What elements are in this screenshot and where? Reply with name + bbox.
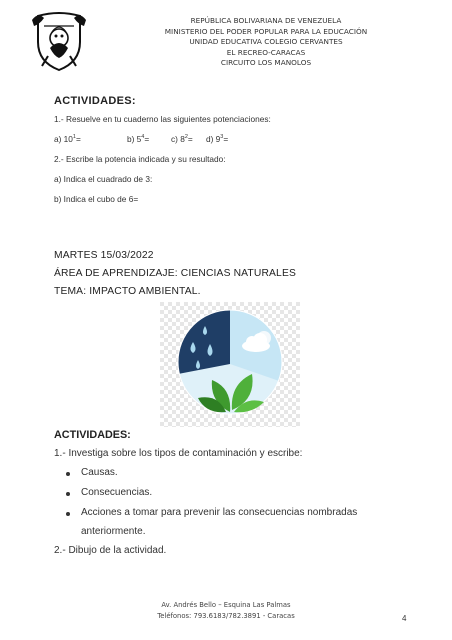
- bullet-item-actions: Acciones a tomar para prevenir las consecuencias nombradas: [81, 507, 358, 518]
- footer-phones: Teléfonos: 793.6183/782.3891 - Caracas: [157, 611, 295, 620]
- exercise-c: c) $8^2=$: [171, 134, 193, 144]
- math-activities-heading: ACTIVIDADES:: [54, 95, 136, 107]
- header-line: CIRCUITO LOS MANOLOS: [220, 58, 312, 68]
- math-question-2: 2.- Escribe la potencia indicada y su resultado:: [54, 154, 226, 164]
- institution-header: [140, 16, 392, 69]
- header-line: EL RECREO-CARACAS: [226, 47, 306, 57]
- science-question-1: 1.- Investiga sobre los tipos de contaminación y escribe:: [54, 448, 303, 459]
- bullet-dot: [66, 472, 70, 476]
- page-number: 4: [402, 614, 407, 623]
- environment-illustration: [160, 302, 300, 427]
- footer-address: Av. Andrés Bello – Esquina Las Palmas: [161, 601, 291, 609]
- lesson-topic: TEMA: IMPACTO AMBIENTAL.: [54, 286, 201, 297]
- bullet-dot: [66, 492, 70, 496]
- exercise-b: b) $5^4=$: [127, 134, 150, 144]
- exercise-d: d) $9^3=$: [206, 134, 229, 144]
- math-question-2b: b) Indica el cubo de 6=: [54, 194, 139, 204]
- school-crest-logo: [30, 8, 88, 72]
- header-line: REPÚBLICA BOLIVARIANA DE VENEZUELA: [190, 16, 342, 25]
- math-question-1: 1.- Resuelve en tu cuaderno las siguientes potenciaciones:: [54, 114, 271, 124]
- lesson-date: MARTES 15/03/2022: [54, 250, 154, 261]
- bullet-item-actions-cont: anteriormente.: [81, 526, 146, 537]
- science-activities-heading: ACTIVIDADES:: [54, 429, 131, 441]
- header-line: UNIDAD EDUCATIVA COLEGIO CERVANTES: [189, 37, 343, 47]
- bullet-item-consequences: Consecuencias.: [81, 487, 153, 498]
- header-line: MINISTERIO DEL PODER POPULAR PARA LA EDUCACIÓN: [164, 26, 368, 36]
- bullet-dot: [66, 512, 70, 516]
- exercise-a: a) $10^1=$: [54, 134, 81, 144]
- learning-area: ÁREA DE APRENDIZAJE: CIENCIAS NATURALES: [54, 268, 296, 279]
- math-question-2a: a) Indica el cuadrado de 3:: [54, 174, 153, 184]
- science-question-2: 2.- Dibujo de la actividad.: [54, 545, 167, 556]
- page-footer: [100, 600, 352, 621]
- bullet-item-causes: Causas.: [81, 467, 118, 478]
